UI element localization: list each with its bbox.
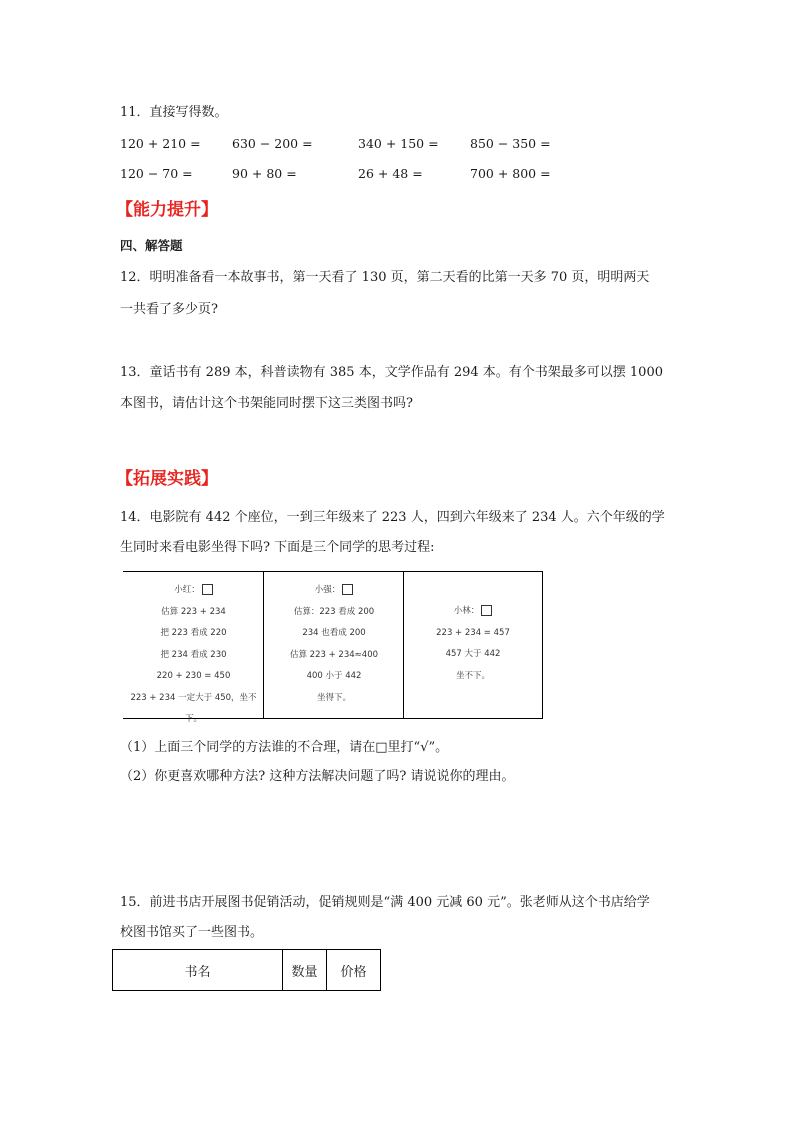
calc-item: 340 + 150 = xyxy=(358,136,439,151)
calc-item: 90 + 80 = xyxy=(232,166,297,181)
section-practice-heading: 【拓展实践】 xyxy=(116,469,218,489)
thinking-line: 估算：223 看成 200 xyxy=(293,606,375,617)
student-name: 小林： xyxy=(453,606,480,616)
q13-line2: 本图书，请估计这个书架能同时摆下这三类图书吗? xyxy=(120,396,413,411)
thinking-line: 220 + 230 = 450 xyxy=(156,671,231,681)
calc-item: 700 + 800 = xyxy=(470,166,551,181)
q15-line2: 校图书馆买了一些图书。 xyxy=(120,925,264,940)
student-name: 小红： xyxy=(174,585,200,595)
book-table xyxy=(112,949,381,991)
thinking-cell-xiaoqiang xyxy=(263,572,404,718)
thinking-line: 223 + 234 一定大于 450，坐不 xyxy=(130,692,257,703)
thinking-line: 把 234 看成 230 xyxy=(160,649,227,660)
q14-line2: 生同时来看电影坐得下吗? 下面是三个同学的思考过程: xyxy=(120,540,435,555)
thinking-cell-xiaolin xyxy=(403,572,542,718)
thinking-process-table xyxy=(123,571,543,724)
q14-sub2: （2）你更喜欢哪种方法? 这种方法解决问题了吗? 请说说你的理由。 xyxy=(120,769,515,784)
q13-line1: 13．童话书有 289 本，科普读物有 385 本，文学作品有 294 本。有个书架最多可以摆 1000 xyxy=(120,365,663,380)
thinking-line: 400 小于 442 xyxy=(306,671,362,681)
thinking-line: 估算 223 + 234≈400 xyxy=(289,649,379,660)
thinking-line: 坐得下。 xyxy=(316,692,351,703)
answer-checkbox[interactable] xyxy=(202,584,213,595)
calc-item: 850 − 350 = xyxy=(470,136,551,151)
thinking-line: 把 223 看成 220 xyxy=(160,628,227,638)
q14-line1: 14．电影院有 442 个座位，一到三年级来了 223 人，四到六年级来了 234 人。六个年级的学 xyxy=(120,510,665,525)
q12-line2: 一共看了多少页? xyxy=(120,302,218,317)
answer-checkbox[interactable] xyxy=(481,605,492,616)
q15-line1: 15．前进书店开展图书促销活动，促销规则是“满 400 元减 60 元”。张老师从这个书店给学 xyxy=(120,895,650,910)
table-header-price: 价格 xyxy=(340,964,367,980)
section-four-heading: 四、解答题 xyxy=(120,238,183,253)
section-ability-heading: 【能力提升】 xyxy=(116,200,218,220)
thinking-cell-xiaohong xyxy=(123,572,264,724)
q12-line1: 12．明明准备看一本故事书，第一天看了 130 页，第二天看的比第一天多 70 页，明明两天 xyxy=(120,270,650,285)
calc-item: 120 − 70 = xyxy=(120,166,193,181)
thinking-line: 457 大于 442 xyxy=(445,649,501,659)
table-header-title: 书名 xyxy=(113,950,283,990)
q14-sub1: （1）上面三个同学的方法谁的不合理，请在□里打“√”。 xyxy=(120,740,449,755)
thinking-line: 223 + 234 = 457 xyxy=(436,627,510,638)
student-name: 小强： xyxy=(314,585,341,595)
thinking-line: 估算 223 + 234 xyxy=(161,606,226,617)
calc-item: 120 + 210 = xyxy=(120,136,201,151)
answer-checkbox[interactable] xyxy=(342,584,353,595)
q11-title: 11．直接写得数。 xyxy=(120,105,228,120)
thinking-line: 坐不下。 xyxy=(455,670,490,681)
thinking-line: 下。 xyxy=(184,714,202,724)
calc-item: 630 − 200 = xyxy=(232,136,313,151)
thinking-line: 234 也看成 200 xyxy=(302,628,366,638)
table-header-quantity: 数量 xyxy=(283,950,327,990)
calc-item: 26 + 48 = xyxy=(358,166,423,181)
